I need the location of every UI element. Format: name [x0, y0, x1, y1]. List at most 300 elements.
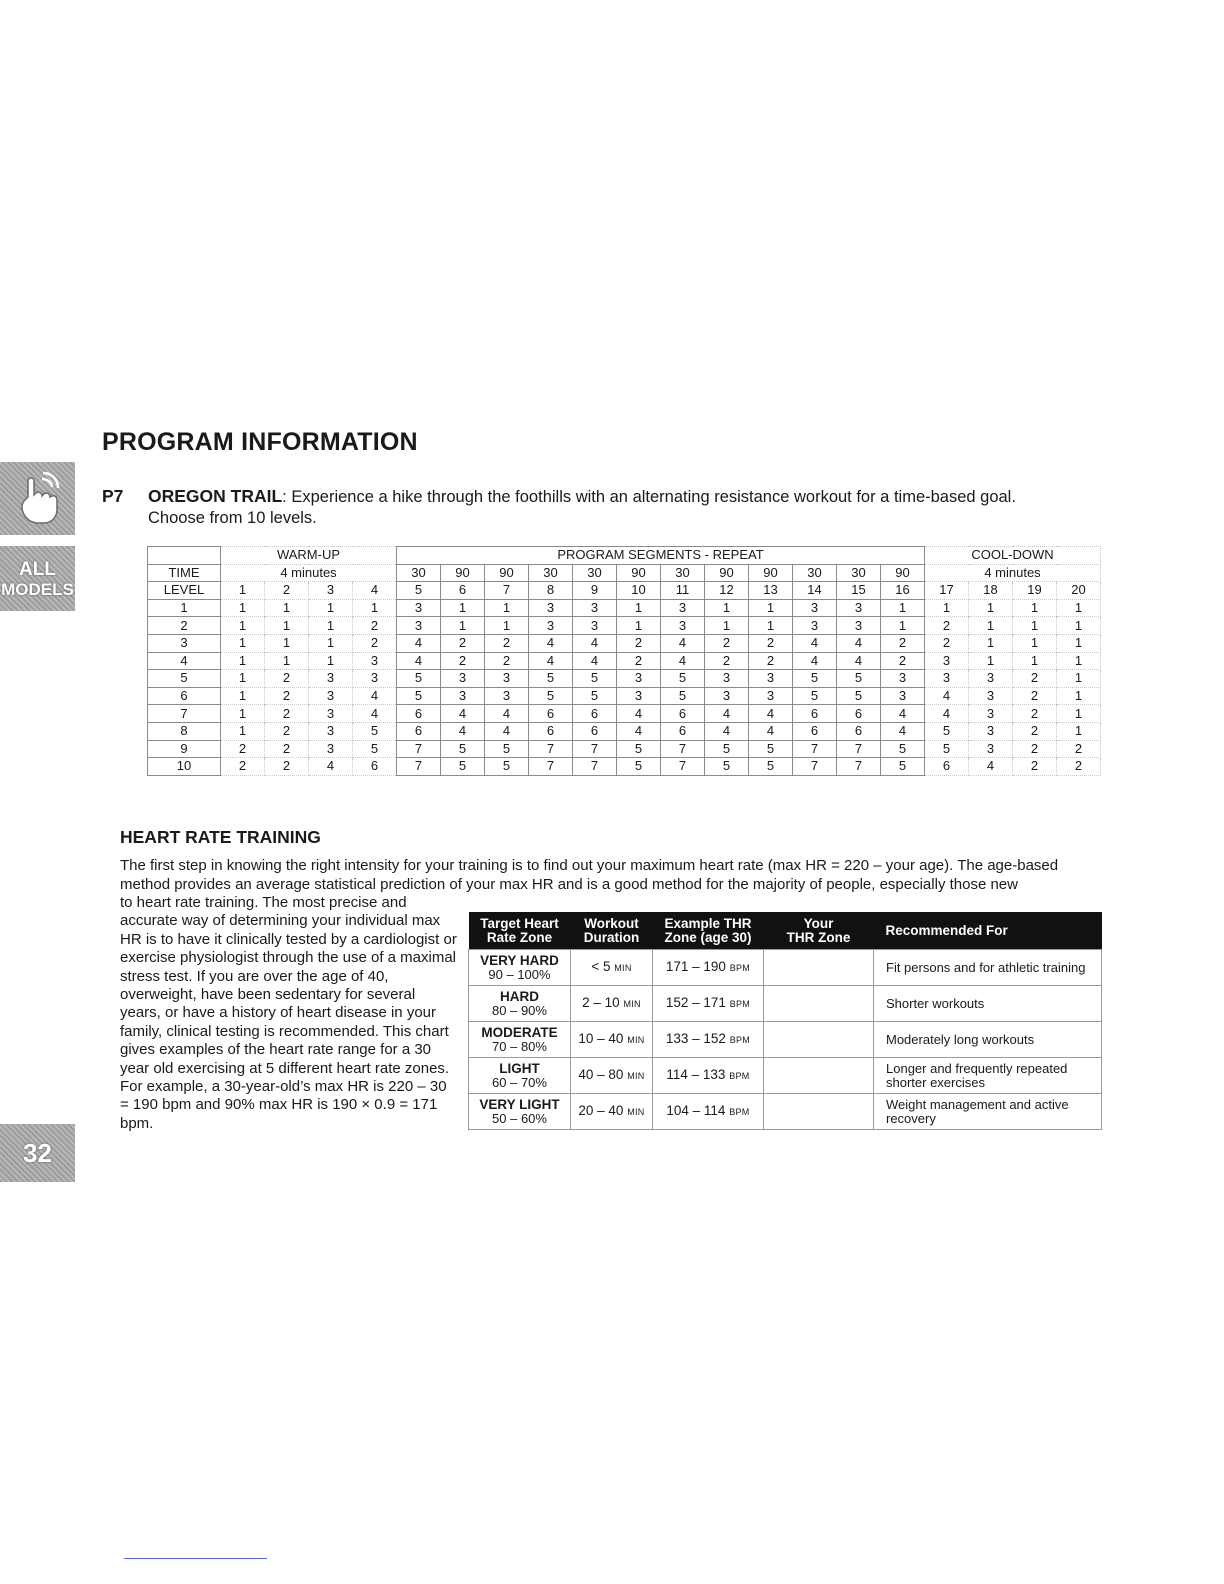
- resistance-cell: 4: [353, 687, 397, 705]
- column-number-cell: 3: [309, 582, 353, 600]
- resistance-cell: 1: [1057, 687, 1101, 705]
- table-row: [148, 617, 1101, 635]
- resistance-cell: 7: [661, 740, 705, 758]
- resistance-cell: 1: [221, 599, 265, 617]
- side-tab-models-label: MODELS: [1, 579, 74, 599]
- resistance-cell: 3: [881, 687, 925, 705]
- zone-percent: 60 – 70%: [492, 1074, 547, 1090]
- resistance-cell: 5: [749, 740, 793, 758]
- zone-percent: 50 – 60%: [492, 1110, 547, 1126]
- resistance-cell: 5: [793, 670, 837, 688]
- resistance-cell: 1: [969, 599, 1013, 617]
- program-code: P7: [102, 486, 124, 506]
- resistance-cell: 6: [837, 722, 881, 740]
- table-row: [148, 599, 1101, 617]
- segment-time-cell: 30: [529, 564, 573, 582]
- duration-cell: [571, 1058, 653, 1094]
- warmup-time: 4 minutes: [221, 564, 397, 582]
- duration-unit: MIN: [614, 963, 632, 973]
- resistance-cell: 1: [265, 599, 309, 617]
- resistance-cell: 3: [749, 687, 793, 705]
- duration-value: < 5: [591, 959, 611, 974]
- resistance-cell: 5: [441, 758, 485, 776]
- resistance-cell: 3: [529, 599, 573, 617]
- heart-rate-title: HEART RATE TRAINING: [120, 827, 321, 847]
- resistance-cell: 3: [925, 670, 969, 688]
- example-value: 114 – 133: [666, 1067, 726, 1082]
- resistance-cell: 4: [749, 722, 793, 740]
- example-cell: [653, 986, 764, 1022]
- column-number-cell: 12: [705, 582, 749, 600]
- resistance-cell: 6: [573, 722, 617, 740]
- resistance-cell: 1: [485, 599, 529, 617]
- resistance-cell: 4: [969, 758, 1013, 776]
- segment-time-cell: 30: [837, 564, 881, 582]
- resistance-cell: 3: [925, 652, 969, 670]
- resistance-cell: 2: [1013, 740, 1057, 758]
- resistance-cell: 1: [969, 652, 1013, 670]
- zone-name: MODERATE: [481, 1024, 558, 1040]
- column-number-cell: 17: [925, 582, 969, 600]
- duration-unit: MIN: [627, 1071, 645, 1081]
- resistance-cell: 1: [969, 634, 1013, 652]
- recommended-cell: Moderately long workouts: [874, 1022, 1102, 1058]
- resistance-cell: 1: [265, 634, 309, 652]
- column-number-cell: 6: [441, 582, 485, 600]
- resistance-cell: 5: [397, 670, 441, 688]
- page-number: 32: [23, 1138, 52, 1168]
- resistance-cell: 1: [1057, 617, 1101, 635]
- duration-value: 2 – 10: [582, 995, 620, 1010]
- your-zone-cell: [764, 1022, 874, 1058]
- column-number-cell: 11: [661, 582, 705, 600]
- resistance-cell: 3: [309, 670, 353, 688]
- segment-time-cell: 30: [661, 564, 705, 582]
- zone-name: HARD: [500, 988, 539, 1004]
- table-group-row: [148, 547, 1101, 565]
- resistance-cell: 1: [309, 652, 353, 670]
- level-label: LEVEL: [148, 582, 221, 600]
- your-zone-cell: [764, 1094, 874, 1130]
- level-cell: 6: [148, 687, 221, 705]
- resistance-cell: 2: [221, 740, 265, 758]
- resistance-cell: 3: [617, 687, 661, 705]
- resistance-cell: 5: [573, 687, 617, 705]
- resistance-cell: 5: [837, 687, 881, 705]
- column-number-cell: 1: [221, 582, 265, 600]
- resistance-cell: 1: [925, 599, 969, 617]
- resistance-cell: 2: [1013, 670, 1057, 688]
- bpm-unit: BPM: [729, 999, 751, 1009]
- resistance-cell: 3: [397, 617, 441, 635]
- zone-cell: [469, 986, 571, 1022]
- resistance-cell: 5: [353, 740, 397, 758]
- resistance-cell: 5: [485, 740, 529, 758]
- column-number-cell: 18: [969, 582, 1013, 600]
- header-your-zone: Your THR Zone: [764, 912, 874, 950]
- resistance-cell: 4: [573, 634, 617, 652]
- resistance-cell: 7: [573, 758, 617, 776]
- resistance-cell: 1: [221, 617, 265, 635]
- warmup-header: WARM-UP: [221, 547, 397, 565]
- column-number-cell: 14: [793, 582, 837, 600]
- level-header-row: [148, 582, 1101, 600]
- side-tab-page-number: [0, 1124, 75, 1182]
- resistance-cell: 5: [661, 670, 705, 688]
- resistance-cell: 2: [353, 634, 397, 652]
- table-row: [469, 1058, 1102, 1094]
- header-duration: Workout Duration: [571, 912, 653, 950]
- resistance-cell: 6: [397, 722, 441, 740]
- resistance-cell: 4: [881, 722, 925, 740]
- resistance-cell: 3: [749, 670, 793, 688]
- resistance-cell: 1: [265, 617, 309, 635]
- side-tab-all-models[interactable]: [0, 546, 75, 611]
- zone-name: VERY LIGHT: [479, 1096, 560, 1112]
- program-description-text: Experience a hike through the foothills with an alternating resistance workout for a time-based goal.: [291, 488, 1016, 506]
- resistance-cell: 2: [441, 652, 485, 670]
- resistance-cell: 5: [749, 758, 793, 776]
- resistance-cell: 1: [1057, 670, 1101, 688]
- resistance-cell: 3: [793, 617, 837, 635]
- resistance-cell: 6: [573, 705, 617, 723]
- recommended-cell: Fit persons and for athletic training: [874, 950, 1102, 986]
- example-cell: [653, 1094, 764, 1130]
- header-recommended: Recommended For: [874, 912, 1102, 950]
- resistance-cell: 4: [661, 652, 705, 670]
- example-value: 133 – 152: [665, 1031, 726, 1046]
- resistance-cell: 6: [397, 705, 441, 723]
- resistance-cell: 3: [573, 599, 617, 617]
- resistance-cell: 3: [837, 599, 881, 617]
- resistance-cell: 2: [1057, 758, 1101, 776]
- time-label: TIME: [148, 564, 221, 582]
- resistance-cell: 6: [793, 722, 837, 740]
- example-cell: [653, 1022, 764, 1058]
- zone-percent: 80 – 90%: [492, 1002, 547, 1018]
- resistance-cell: 1: [749, 599, 793, 617]
- table-row: [148, 652, 1101, 670]
- resistance-cell: 5: [397, 687, 441, 705]
- resistance-cell: 2: [441, 634, 485, 652]
- example-cell: [653, 950, 764, 986]
- program-name: OREGON TRAIL: [148, 486, 283, 506]
- resistance-cell: 2: [925, 634, 969, 652]
- resistance-cell: 5: [485, 758, 529, 776]
- resistance-cell: 2: [265, 670, 309, 688]
- resistance-cell: 5: [925, 740, 969, 758]
- bpm-unit: BPM: [729, 1071, 750, 1081]
- heart-rate-body: to heart rate training. The most precise and accurate way of determining your individual max HR is to have it clinically tested by a cardiologist or exercise physiologist through the use of a maximal stress test. If you are over the age of 40, overweight, have been sedentary for several years, or have a history of heart disease in your family, clinical testing is recommended. This chart gives examples of the heart rate range for a 30 year old exercising at 5 different heart rate zones. For example, a 30-year-old’s max HR is 220 – 30 = 190 bpm and 90% max HR is 190 × 0.9 = 171 bpm.: [120, 894, 457, 1132]
- column-number-cell: 13: [749, 582, 793, 600]
- table-corner: [148, 547, 221, 565]
- resistance-cell: 2: [265, 758, 309, 776]
- resistance-cell: 2: [1013, 758, 1057, 776]
- resistance-cell: 1: [1057, 705, 1101, 723]
- resistance-cell: 4: [309, 758, 353, 776]
- zone-name: LIGHT: [499, 1060, 540, 1076]
- resistance-cell: 1: [441, 617, 485, 635]
- resistance-cell: 4: [397, 634, 441, 652]
- column-number-cell: 4: [353, 582, 397, 600]
- resistance-cell: 3: [969, 687, 1013, 705]
- hand-pointer-icon: [12, 471, 64, 527]
- resistance-cell: 1: [309, 617, 353, 635]
- column-number-cell: 10: [617, 582, 661, 600]
- resistance-cell: 1: [881, 617, 925, 635]
- resistance-cell: 4: [617, 722, 661, 740]
- recommended-cell: Weight management and active recovery: [874, 1094, 1102, 1130]
- resistance-cell: 1: [749, 617, 793, 635]
- resistance-cell: 4: [573, 652, 617, 670]
- duration-unit: MIN: [623, 999, 641, 1009]
- resistance-cell: 4: [793, 634, 837, 652]
- resistance-cell: 2: [1013, 705, 1057, 723]
- resistance-cell: 2: [353, 617, 397, 635]
- resistance-cell: 3: [661, 617, 705, 635]
- resistance-cell: 3: [353, 652, 397, 670]
- resistance-cell: 5: [441, 740, 485, 758]
- resistance-cell: 4: [441, 722, 485, 740]
- resistance-cell: 7: [529, 740, 573, 758]
- column-number-cell: 16: [881, 582, 925, 600]
- resistance-cell: 6: [529, 722, 573, 740]
- level-cell: 5: [148, 670, 221, 688]
- table-row: [148, 722, 1101, 740]
- resistance-cell: 7: [837, 758, 881, 776]
- resistance-cell: 1: [221, 652, 265, 670]
- resistance-cell: 1: [969, 617, 1013, 635]
- resistance-cell: 6: [793, 705, 837, 723]
- header-zone: Target Heart Rate Zone: [469, 912, 571, 950]
- resistance-cell: 5: [529, 670, 573, 688]
- resistance-cell: 5: [529, 687, 573, 705]
- segment-time-cell: 30: [793, 564, 837, 582]
- resistance-cell: 4: [485, 705, 529, 723]
- example-value: 104 – 114: [666, 1103, 726, 1118]
- heart-rate-table: [468, 912, 1102, 1130]
- example-cell: [653, 1058, 764, 1094]
- column-number-cell: 9: [573, 582, 617, 600]
- resistance-cell: 7: [573, 740, 617, 758]
- level-cell: 3: [148, 634, 221, 652]
- resistance-cell: 3: [617, 670, 661, 688]
- resistance-cell: 2: [617, 634, 661, 652]
- resistance-cell: 2: [265, 705, 309, 723]
- recommended-cell: Longer and frequently repeated shorter exercises: [874, 1058, 1102, 1094]
- resistance-cell: 1: [353, 599, 397, 617]
- resistance-cell: 4: [661, 634, 705, 652]
- resistance-cell: 6: [661, 705, 705, 723]
- resistance-cell: 5: [881, 758, 925, 776]
- recommended-cell: Shorter workouts: [874, 986, 1102, 1022]
- column-number-cell: 19: [1013, 582, 1057, 600]
- resistance-cell: 3: [705, 670, 749, 688]
- resistance-cell: 3: [309, 687, 353, 705]
- resistance-cell: 5: [573, 670, 617, 688]
- zone-percent: 70 – 80%: [492, 1038, 547, 1054]
- resistance-cell: 3: [485, 687, 529, 705]
- table-row: [148, 758, 1101, 776]
- resistance-cell: 6: [837, 705, 881, 723]
- resistance-cell: 1: [221, 670, 265, 688]
- bpm-unit: BPM: [729, 1107, 750, 1117]
- duration-unit: MIN: [627, 1107, 645, 1117]
- example-value: 152 – 171: [665, 995, 726, 1010]
- resistance-cell: 1: [1013, 652, 1057, 670]
- resistance-cell: 3: [793, 599, 837, 617]
- resistance-cell: 4: [529, 634, 573, 652]
- resistance-cell: 2: [485, 652, 529, 670]
- resistance-cell: 5: [617, 740, 661, 758]
- resistance-cell: 2: [485, 634, 529, 652]
- level-cell: 2: [148, 617, 221, 635]
- segment-time-cell: 90: [705, 564, 749, 582]
- resistance-cell: 4: [837, 652, 881, 670]
- side-tab-all-label: ALL: [19, 558, 56, 580]
- segment-time-cell: 30: [573, 564, 617, 582]
- segments-header: PROGRAM SEGMENTS - REPEAT: [397, 547, 925, 565]
- resistance-cell: 7: [397, 740, 441, 758]
- resistance-cell: 3: [969, 670, 1013, 688]
- resistance-cell: 3: [309, 740, 353, 758]
- resistance-cell: 4: [705, 705, 749, 723]
- resistance-cell: 3: [353, 670, 397, 688]
- footer-rule: [124, 1558, 267, 1559]
- your-zone-cell: [764, 1058, 874, 1094]
- resistance-cell: 3: [661, 599, 705, 617]
- resistance-cell: 7: [793, 740, 837, 758]
- table-row: [148, 634, 1101, 652]
- time-row: [148, 564, 1101, 582]
- resistance-cell: 6: [925, 758, 969, 776]
- level-cell: 8: [148, 722, 221, 740]
- resistance-cell: 1: [1013, 617, 1057, 635]
- table-row: [469, 1094, 1102, 1130]
- resistance-cell: 1: [1057, 599, 1101, 617]
- resistance-cell: 2: [617, 652, 661, 670]
- resistance-cell: 4: [837, 634, 881, 652]
- program-name-separator: :: [282, 488, 287, 506]
- resistance-cell: 7: [661, 758, 705, 776]
- resistance-cell: 5: [837, 670, 881, 688]
- resistance-cell: 4: [441, 705, 485, 723]
- resistance-cell: 3: [441, 670, 485, 688]
- resistance-cell: 1: [221, 705, 265, 723]
- segment-time-cell: 90: [617, 564, 661, 582]
- resistance-cell: 2: [1013, 687, 1057, 705]
- resistance-cell: 1: [1057, 634, 1101, 652]
- cooldown-time: 4 minutes: [925, 564, 1101, 582]
- resistance-cell: 7: [529, 758, 573, 776]
- resistance-cell: 2: [881, 634, 925, 652]
- resistance-cell: 3: [485, 670, 529, 688]
- resistance-cell: 2: [1013, 722, 1057, 740]
- duration-cell: [571, 950, 653, 986]
- segment-time-cell: 90: [485, 564, 529, 582]
- program-description: [102, 486, 1112, 529]
- resistance-cell: 3: [573, 617, 617, 635]
- segment-time-cell: 90: [881, 564, 925, 582]
- duration-cell: [571, 1094, 653, 1130]
- resistance-cell: 5: [705, 740, 749, 758]
- resistance-cell: 4: [793, 652, 837, 670]
- resistance-cell: 7: [397, 758, 441, 776]
- header-example: Example THR Zone (age 30): [653, 912, 764, 950]
- cooldown-header: COOL-DOWN: [925, 547, 1101, 565]
- duration-cell: [571, 986, 653, 1022]
- resistance-cell: 5: [661, 687, 705, 705]
- resistance-cell: 2: [221, 758, 265, 776]
- resistance-cell: 5: [353, 722, 397, 740]
- zone-percent: 90 – 100%: [488, 966, 551, 982]
- resistance-cell: 2: [749, 634, 793, 652]
- duration-value: 10 – 40: [578, 1031, 624, 1046]
- table-row: [148, 687, 1101, 705]
- resistance-cell: 4: [397, 652, 441, 670]
- table-row: [148, 705, 1101, 723]
- resistance-cell: 5: [705, 758, 749, 776]
- resistance-cell: 1: [881, 599, 925, 617]
- resistance-cell: 1: [1013, 599, 1057, 617]
- resistance-cell: 3: [837, 617, 881, 635]
- resistance-cell: 4: [529, 652, 573, 670]
- resistance-cell: 7: [793, 758, 837, 776]
- resistance-cell: 4: [925, 687, 969, 705]
- resistance-cell: 3: [529, 617, 573, 635]
- table-row: [469, 950, 1102, 986]
- resistance-cell: 1: [265, 652, 309, 670]
- level-cell: 9: [148, 740, 221, 758]
- column-number-cell: 5: [397, 582, 441, 600]
- resistance-cell: 1: [1013, 634, 1057, 652]
- resistance-cell: 2: [1057, 740, 1101, 758]
- example-value: 171 – 190: [665, 959, 726, 974]
- page-title: PROGRAM INFORMATION: [102, 428, 418, 456]
- column-number-cell: 8: [529, 582, 573, 600]
- table-row: [469, 1022, 1102, 1058]
- resistance-cell: 3: [969, 722, 1013, 740]
- resistance-cell: 3: [309, 722, 353, 740]
- zone-name: VERY HARD: [480, 952, 559, 968]
- resistance-cell: 6: [529, 705, 573, 723]
- duration-value: 20 – 40: [578, 1103, 624, 1118]
- resistance-cell: 1: [1057, 722, 1101, 740]
- resistance-cell: 1: [309, 599, 353, 617]
- column-number-cell: 15: [837, 582, 881, 600]
- side-tab-icon[interactable]: [0, 462, 75, 535]
- table-row: [148, 670, 1101, 688]
- your-zone-cell: [764, 950, 874, 986]
- resistance-cell: 1: [221, 722, 265, 740]
- segment-time-cell: 30: [397, 564, 441, 582]
- segment-time-cell: 90: [441, 564, 485, 582]
- column-number-cell: 7: [485, 582, 529, 600]
- heart-rate-header-row: [469, 912, 1102, 950]
- level-cell: 10: [148, 758, 221, 776]
- resistance-cell: 2: [705, 652, 749, 670]
- resistance-cell: 1: [1057, 652, 1101, 670]
- resistance-cell: 3: [397, 599, 441, 617]
- resistance-cell: 3: [969, 705, 1013, 723]
- resistance-cell: 5: [793, 687, 837, 705]
- resistance-cell: 4: [353, 705, 397, 723]
- duration-cell: [571, 1022, 653, 1058]
- resistance-cell: 1: [705, 617, 749, 635]
- resistance-cell: 1: [221, 687, 265, 705]
- resistance-cell: 2: [265, 687, 309, 705]
- resistance-cell: 5: [617, 758, 661, 776]
